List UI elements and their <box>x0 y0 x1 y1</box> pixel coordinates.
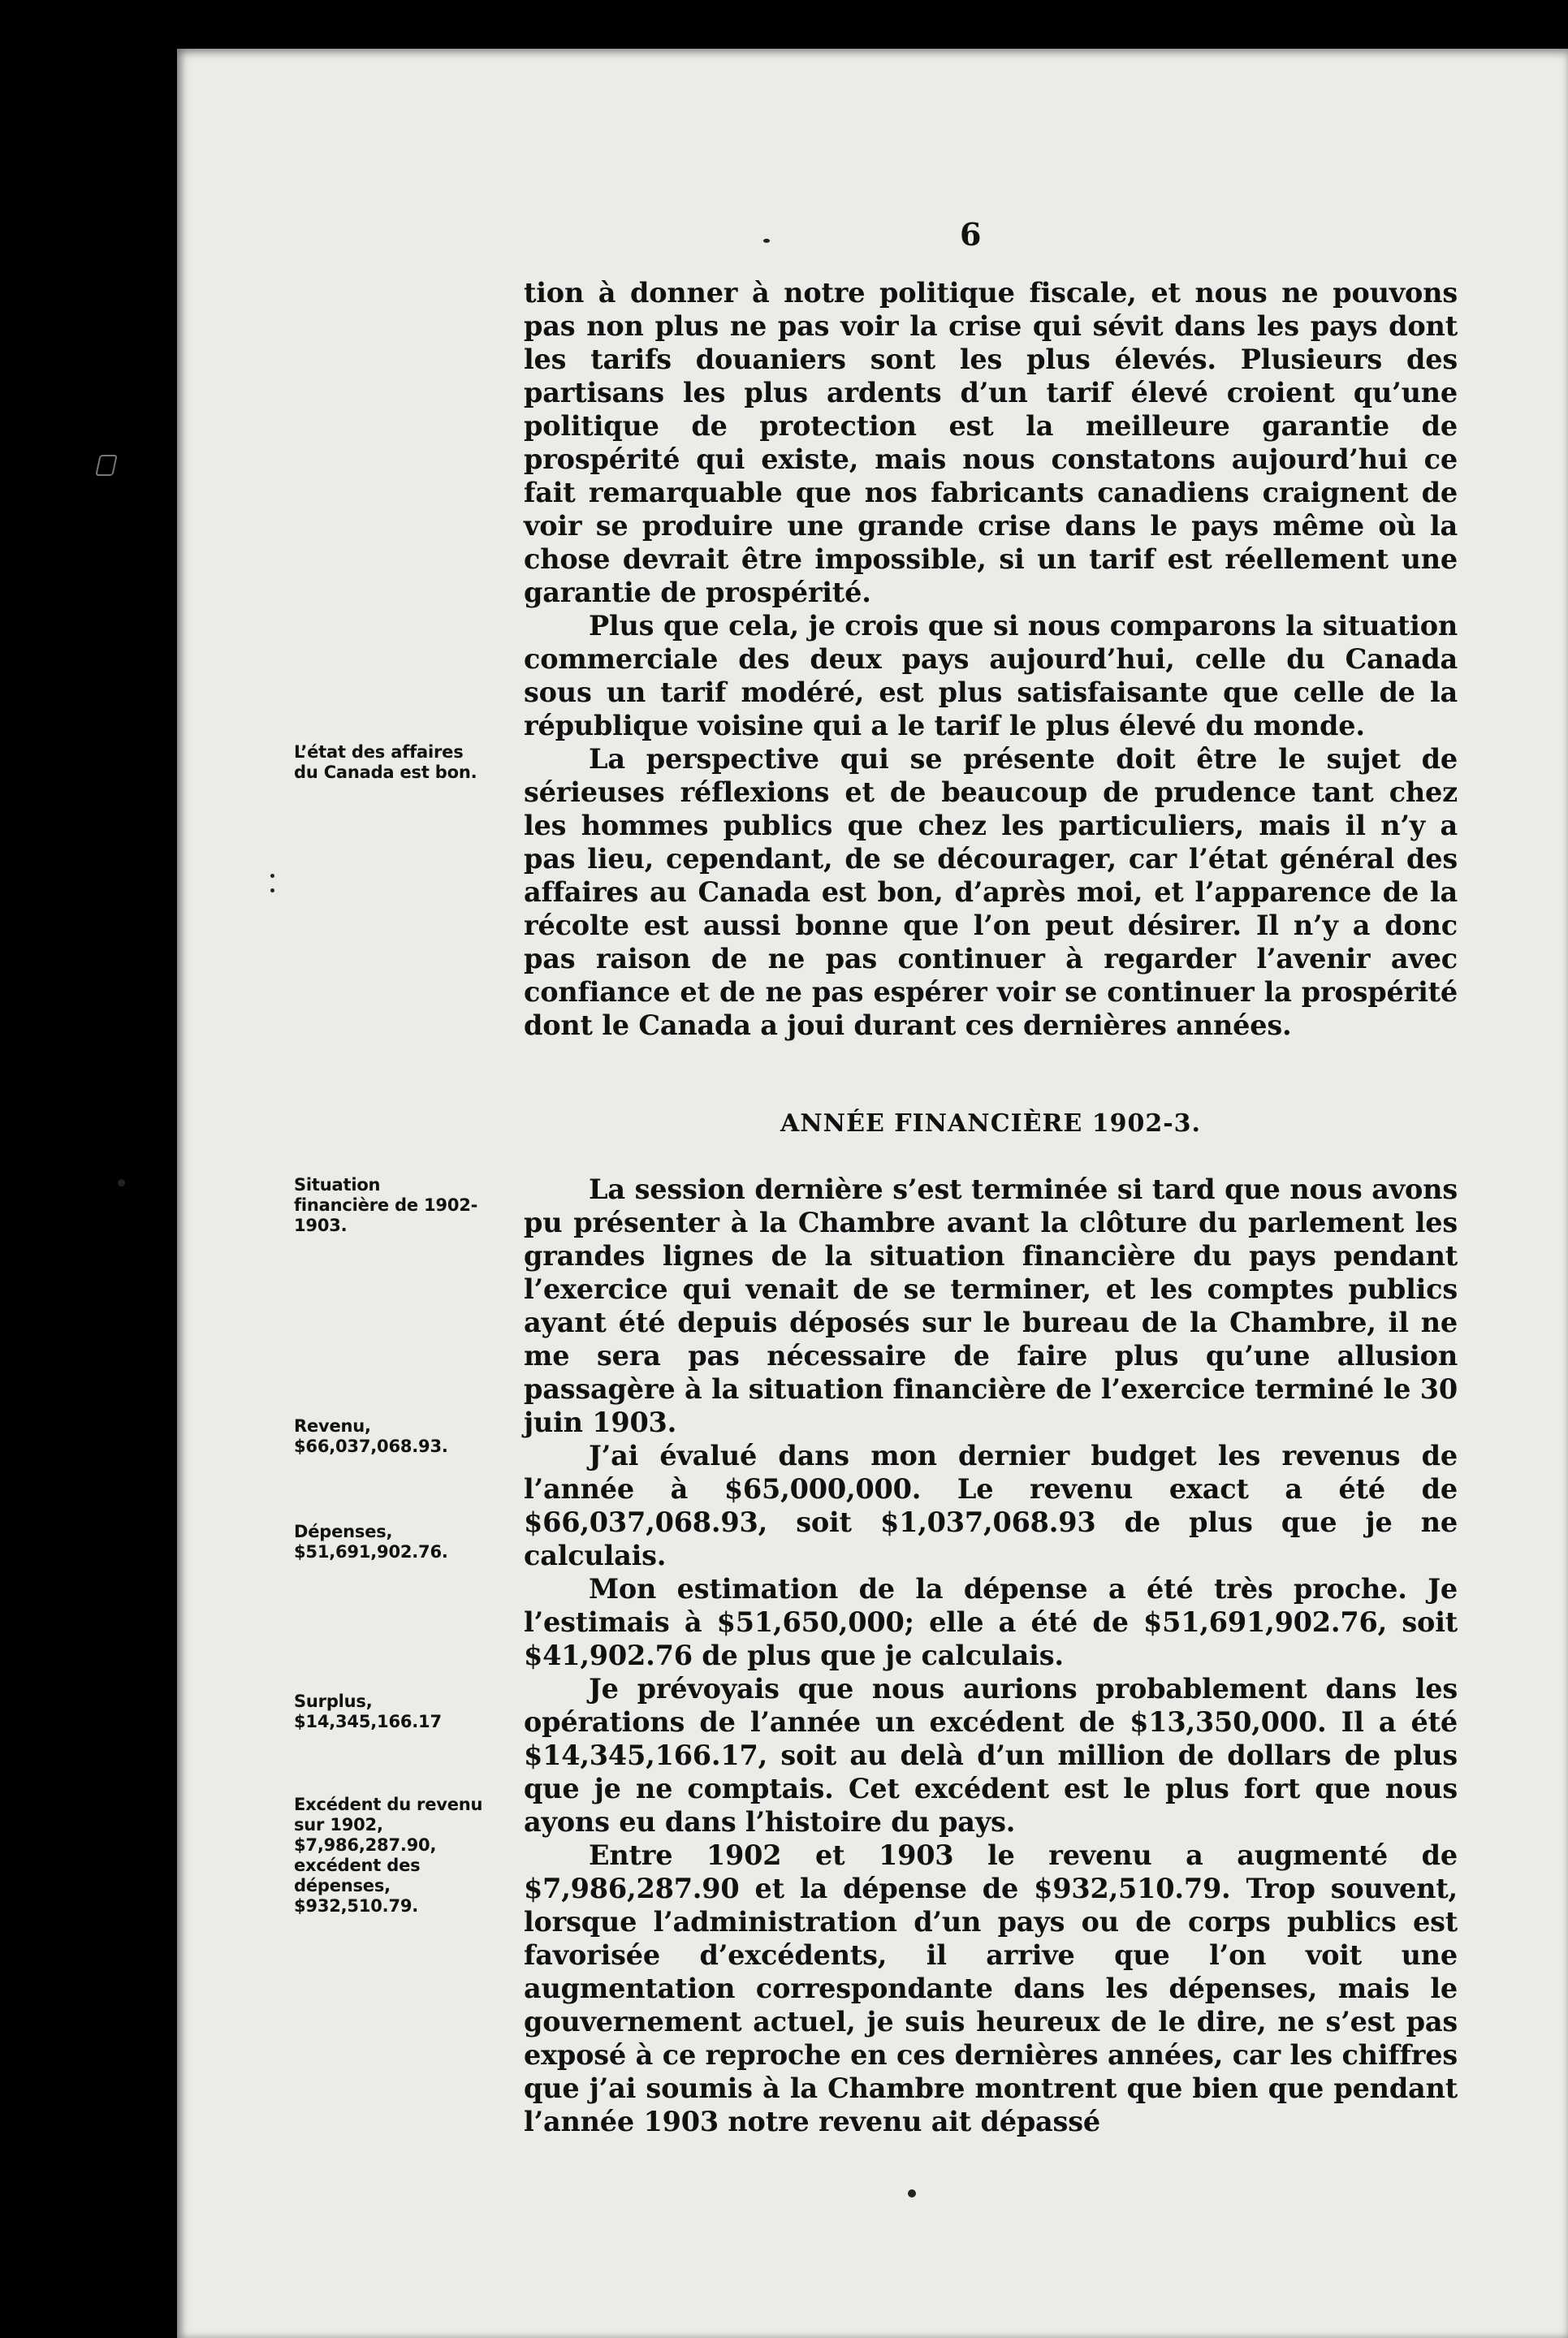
body-text-bottom <box>524 1173 1458 2138</box>
paragraph: La session dernière s’est terminée si tard que nous avons pu présenter à la Chambre avant la clôture du parlement les grandes lignes de la situation financière du pays pendant l’exercice qui venait de se terminer, et les comptes publics ayant été depuis déposés sur le bureau de la Chambre, il ne me sera pas nécessaire de faire plus qu’une allusion passagère à la situation financière de l’exercice terminé le 30 juin 1903. <box>524 1173 1458 1438</box>
scan-speck <box>270 888 274 892</box>
margin-note: Situation financière de 1902-1903. <box>294 1175 478 1235</box>
body-text-top <box>524 276 1458 1042</box>
page-number: 6 <box>960 216 982 253</box>
scan-speck <box>118 1179 125 1186</box>
paragraph: J’ai évalué dans mon dernier budget les revenus de l’année à $65,000,000. Le revenu exact a été de $66,037,068.93, soit $1,037,068.93 de plus que je ne calculais. <box>524 1440 1458 1571</box>
paragraph: Entre 1902 et 1903 le revenu a augmenté de $7,986,287.90 et la dépense de $932,510.79. Trop souvent, lorsque l’administration d’un pays ou de corps publics est favorisée d’excédents, il arrive que l’on voit une augmentation correspondante dans les dépenses, mais le gouvernement actuel, je suis heureux de le dire, ne s’est pas exposé à ce reproche en ces dernières années, car les chiffres que j’ai soumis à la Chambre montrent que bien que pendant l’année 1903 notre revenu ait dépassé <box>524 1839 1458 2137</box>
paragraph: Je prévoyais que nous aurions probablement dans les opérations de l’année un excédent de $13,350,000. Il a été $14,345,166.17, soit au delà d’un million de dollars de plus que je ne comptais. Cet excédent est le plus fort que nous ayons eu dans l’histoire du pays. <box>524 1673 1458 1838</box>
margin-note: Excédent du revenu sur 1902, $7,986,287.90, excédent des dépenses, $932,510.79. <box>294 1795 483 1916</box>
scan-speck <box>763 239 770 243</box>
margin-note: Revenu, $66,037,068.93. <box>294 1416 448 1456</box>
margin-note: L’état des affaires du Canada est bon. <box>294 742 477 782</box>
paragraph: Plus que cela, je crois que si nous comparons la situation commerciale des deux pays aujourd’hui, celle du Canada sous un tarif modéré, est plus satisfaisante que celle de la république voisine qui a le tarif le plus élevé du monde. <box>524 610 1458 741</box>
scan-edge-mark <box>95 455 118 476</box>
section-heading: ANNÉE FINANCIÈRE 1902-3. <box>780 1109 1202 1138</box>
margin-note: Surplus, $14,345,166.17 <box>294 1692 442 1731</box>
scan-speck <box>270 874 274 878</box>
margin-note: Dépenses, $51,691,902.76. <box>294 1522 448 1562</box>
paragraph: tion à donner à notre politique fiscale, et nous ne pouvons pas non plus ne pas voir la crise qui sévit dans les pays dont les tarifs douaniers sont les plus élevés. Plusieurs des partisans les plus ardents d’un tarif élevé croient qu’une politique de protection est la meilleure garantie de prospérité qui existe, mais nous constatons aujourd’hui ce fait remarquable que nos fabricants canadiens craignent de voir se produire une grande crise dans le pays même où la chose devrait être impossible, si un tarif est réellement une garantie de prospérité. <box>524 277 1458 608</box>
paragraph: La perspective qui se présente doit être le sujet de sérieuses réflexions et de beaucoup de prudence tant chez les hommes publics que chez les particuliers, mais il n’y a pas lieu, cependant, de se décourager, car l’état général des affaires au Canada est bon, d’après moi, et l’apparence de la récolte est aussi bonne que l’on peut désirer. Il n’y a donc pas raison de ne pas continuer à regarder l’avenir avec confiance et de ne pas espérer voir se continuer la prospérité dont le Canada a joui durant ces dernières années. <box>524 743 1458 1041</box>
scan-speck <box>908 2189 916 2198</box>
paragraph: Mon estimation de la dépense a été très proche. Je l’estimais à $51,650,000; elle a été de $51,691,902.76, soit $41,902.76 de plus que je calculais. <box>524 1573 1458 1671</box>
